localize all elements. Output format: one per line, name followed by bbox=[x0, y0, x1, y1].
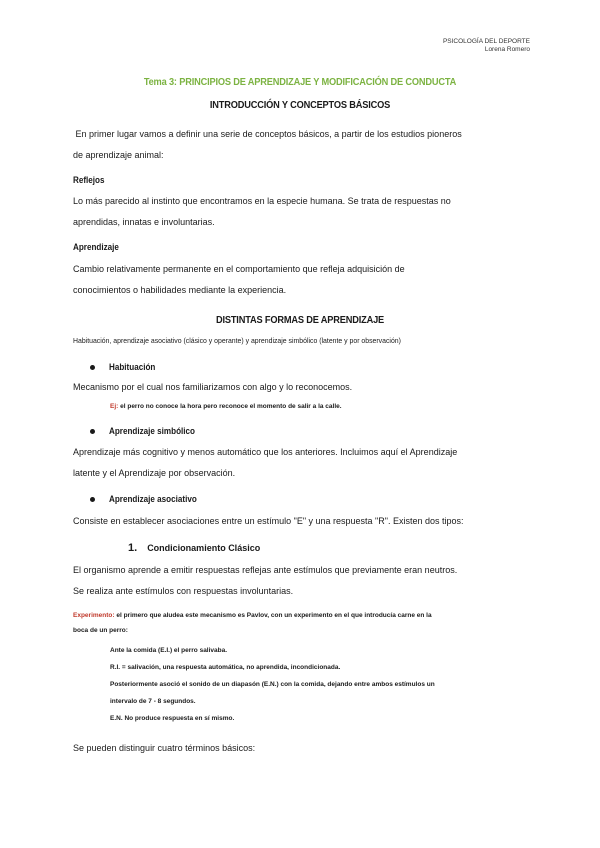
bullet-label: Aprendizaje simbólico bbox=[109, 426, 195, 436]
reflejos-line: Lo más parecido al instinto que encontramos en la especie humana. Se trata de respuestas no bbox=[73, 196, 451, 206]
intro-line: de aprendizaje animal: bbox=[73, 150, 164, 160]
heading-aprendizaje: Aprendizaje bbox=[73, 242, 119, 252]
bullet-simbolico bbox=[90, 426, 205, 436]
intro-line: En primer lugar vamos a definir una serie de conceptos básicos, a partir de los estudios pioneros bbox=[73, 129, 462, 139]
heading-reflejos: Reflejos bbox=[73, 175, 105, 185]
habituacion-text: Mecanismo por el cual nos familiarizamos con algo y lo reconocemos. bbox=[73, 382, 353, 392]
header-course: PSICOLOGÍA DEL DEPORTE bbox=[442, 38, 530, 45]
section-subtitle: Habituación, aprendizaje asociativo (clásico y operante) y aprendizaje simbólico (latente y por observación) bbox=[73, 336, 401, 345]
experimento-text: el primero que aludea este mecanismo es Pavlov, con un experimento en el que introducía carne en la bbox=[114, 612, 432, 619]
aprendizaje-line: conocimientos o habilidades mediante la experiencia. bbox=[73, 285, 287, 295]
experiment-step: Posteriormente asoció el sonido de un diapasón (E.N.) con la comida, dejando entre ambos estímulos un bbox=[110, 681, 435, 688]
experiment-step: E.N. No produce respuesta en sí mismo. bbox=[110, 715, 235, 722]
reflejos-paragraph bbox=[73, 191, 533, 233]
section-heading-formas: DISTINTAS FORMAS DE APRENDIZAJE bbox=[215, 314, 385, 326]
page-header bbox=[443, 38, 530, 54]
simbolico-paragraph bbox=[73, 442, 533, 484]
simbolico-line: Aprendizaje más cognitivo y menos automático que los anteriores. Incluimos aquí el Aprendizaje bbox=[73, 447, 458, 457]
aprendizaje-paragraph bbox=[73, 259, 533, 301]
simbolico-line: latente y el Aprendizaje por observación. bbox=[73, 468, 236, 478]
clasico-paragraph bbox=[73, 560, 533, 602]
experimento-line: boca de un perro: bbox=[73, 627, 128, 634]
experimento-label: Experimento: bbox=[73, 612, 115, 619]
habituacion-example bbox=[110, 403, 342, 410]
experiment-step: Ante la comida (E.I.) el perro salivaba. bbox=[110, 647, 228, 654]
reflejos-line: aprendidas, innatas e involuntarias. bbox=[73, 217, 215, 227]
bullet-label: Aprendizaje asociativo bbox=[109, 494, 197, 504]
example-text: el perro no conoce la hora pero reconoce el momento de salir a la calle. bbox=[118, 403, 342, 410]
numbered-label: Condicionamiento Clásico bbox=[147, 543, 261, 553]
experiment-step: R.I. = salivación, una respuesta automática, no aprendida, incondicionada. bbox=[110, 664, 341, 671]
aprendizaje-line: Cambio relativamente permanente en el comportamiento que refleja adquisición de bbox=[73, 264, 405, 274]
numbered-heading-clasico bbox=[128, 542, 260, 554]
bullet-label: Habituación bbox=[109, 362, 156, 372]
example-label: Ej: bbox=[110, 403, 119, 410]
bullet-dot-icon bbox=[90, 429, 95, 434]
section-heading-introduccion: INTRODUCCIÓN Y CONCEPTOS BÁSICOS bbox=[209, 99, 391, 111]
clasico-line: El organismo aprende a emitir respuestas reflejas ante estímulos que previamente eran neutros. bbox=[73, 565, 458, 575]
experimento-line bbox=[73, 608, 543, 623]
closing-text: Se pueden distinguir cuatro términos básicos: bbox=[73, 743, 256, 753]
clasico-line: Se realiza ante estímulos con respuestas involuntarias. bbox=[73, 586, 294, 596]
bullet-asociativo bbox=[90, 494, 207, 504]
document-title: Tema 3: PRINCIPIOS DE APRENDIZAJE Y MODIFICACIÓN DE CONDUCTA bbox=[143, 76, 457, 88]
experiment-step: intervalo de 7 - 8 segundos. bbox=[110, 698, 196, 705]
experimento-paragraph bbox=[73, 608, 543, 638]
experiment-steps bbox=[110, 642, 530, 727]
header-author: Lorena Romero bbox=[484, 46, 530, 53]
asociativo-text: Consiste en establecer asociaciones entre un estímulo "E" y una respuesta "R". Existen dos tipos: bbox=[73, 516, 464, 526]
bullet-habituacion bbox=[90, 362, 161, 372]
list-number: 1. bbox=[128, 542, 138, 554]
bullet-dot-icon bbox=[90, 365, 95, 370]
intro-paragraph bbox=[73, 124, 533, 166]
bullet-dot-icon bbox=[90, 497, 95, 502]
